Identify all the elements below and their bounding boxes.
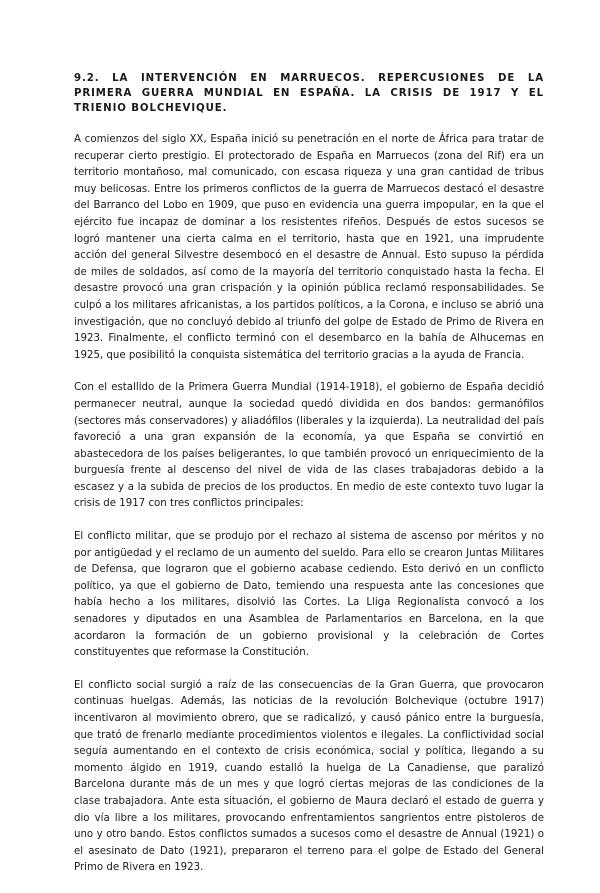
- paragraph-marruecos: A comienzos del siglo XX, España inició su penetración en el norte de África para tratar de recuperar cierto prestigio. El protectorado de España en Marruecos (zona del Rif) era un territorio montañoso, mal comunicado, con escasa riqueza y una gran cantidad de tribus muy belicosas. Entre los primeros conflictos de la guerra de Marruecos destacó el desastre del Barranco del Lobo en 1909, que puso en evidencia una guerra impopular, en la que el ejército fue incapaz de dominar a los resistentes rifeños. Después de estos sucesos se logró mantener una cierta calma en el territorio, hasta que en 1921, una imprudente acción del general Silvestre desembocó en el desastre de Annual. Esto supuso la pérdida de miles de soldados, así como de la mayoría del territorio conquistado hasta la fecha. El desastre provocó una gran crispación y la opinión pública reclamó responsabilidades. Se culpó a los militares africanistas, a los partidos políticos, a la Corona, e incluso se abrió una investigación, que no concluyó debido al triunfo del golpe de Estado de Primo de Rivera en 1923. Finalmente, el conflicto terminó con el desembarco en la bahía de Alhucemas en 1925, que posibilitó la conquista sistemática del territorio gracias a la ayuda de Francia.: [74, 134, 544, 361]
- paragraph-conflicto-militar: El conflicto militar, que se produjo por el rechazo al sistema de ascenso por méritos y no por antigüedad y el reclamo de un aumento del sueldo. Para ello se crearon Juntas Militares de Defensa, que lograron que el gobierno acabase cediendo. Esto derivó en un conflicto político, ya que el gobierno de Dato, temiendo una respuesta ante las concesiones que había hecho a los militares, disolvió las Cortes. La Lliga Regionalista convocó a los senadores y diputados en una Asamblea de Parlamentarios en Barcelona, en la que acordaron la formación de un gobierno provisional y la celebración de Cortes constituyentes que reformase la Constitución.: [74, 531, 544, 659]
- paragraph-primera-guerra-mundial: Con el estallido de la Primera Guerra Mundial (1914-1918), el gobierno de España decidió permanecer neutral, aunque la sociedad quedó dividida en dos bandos: germanófilos (sectores más conservadores) y aliadófilos (liberales y la izquierda). La neutralidad del país favoreció a una gran expansión de la economía, ya que España se convirtió en abastecedora de los países beligerantes, lo que también provocó un enriquecimiento de la burguesía frente al descenso del nivel de vida de las clases trabajadoras debido a la escasez y a la subida de precios de los productos. En medio de este contexto tuvo lugar la crisis de 1917 con tres conflictos principales:: [74, 382, 544, 510]
- section-title: 9.2. LA INTERVENCIÓN EN MARRUECOS. REPERCUSIONES DE LA PRIMERA GUERRA MUNDIAL EN ESPAÑA. LA CRISIS DE 1917 Y EL TRIENIO BOLCHEVIQUE.: [74, 73, 544, 114]
- paragraph-conflicto-social: El conflicto social surgió a raíz de las consecuencias de la Gran Guerra, que provocaron continuas huelgas. Además, las noticias de la revolución Bolchevique (octubre 1917) incentivaron al movimiento obrero, que se radicalizó, y causó pánico entre la burguesía, que trató de frenarlo mediante procedimientos violentos e ilegales. La conflictividad social seguía aumentando en el contexto de crisis económica, social y política, llegando a su momento álgido en 1919, cuando estalló la huelga de La Canadiense, que paralizó Barcelona durante más de un mes y que logró ciertas mejoras de las condiciones de la clase trabajadora. Ante esta situación, el gobierno de Maura declaró el estado de guerra y dio vía libre a los militares, provocando enfrentamientos sangrientos entre pistoleros de uno y otro bando. Estos conflictos sumados a sucesos como el desastre de Annual (1921) o el asesinato de Dato (1921), prepararon el terreno para el golpe de Estado del General Primo de Rivera en 1923.: [74, 679, 544, 874]
- document-page: [74, 71, 544, 893]
